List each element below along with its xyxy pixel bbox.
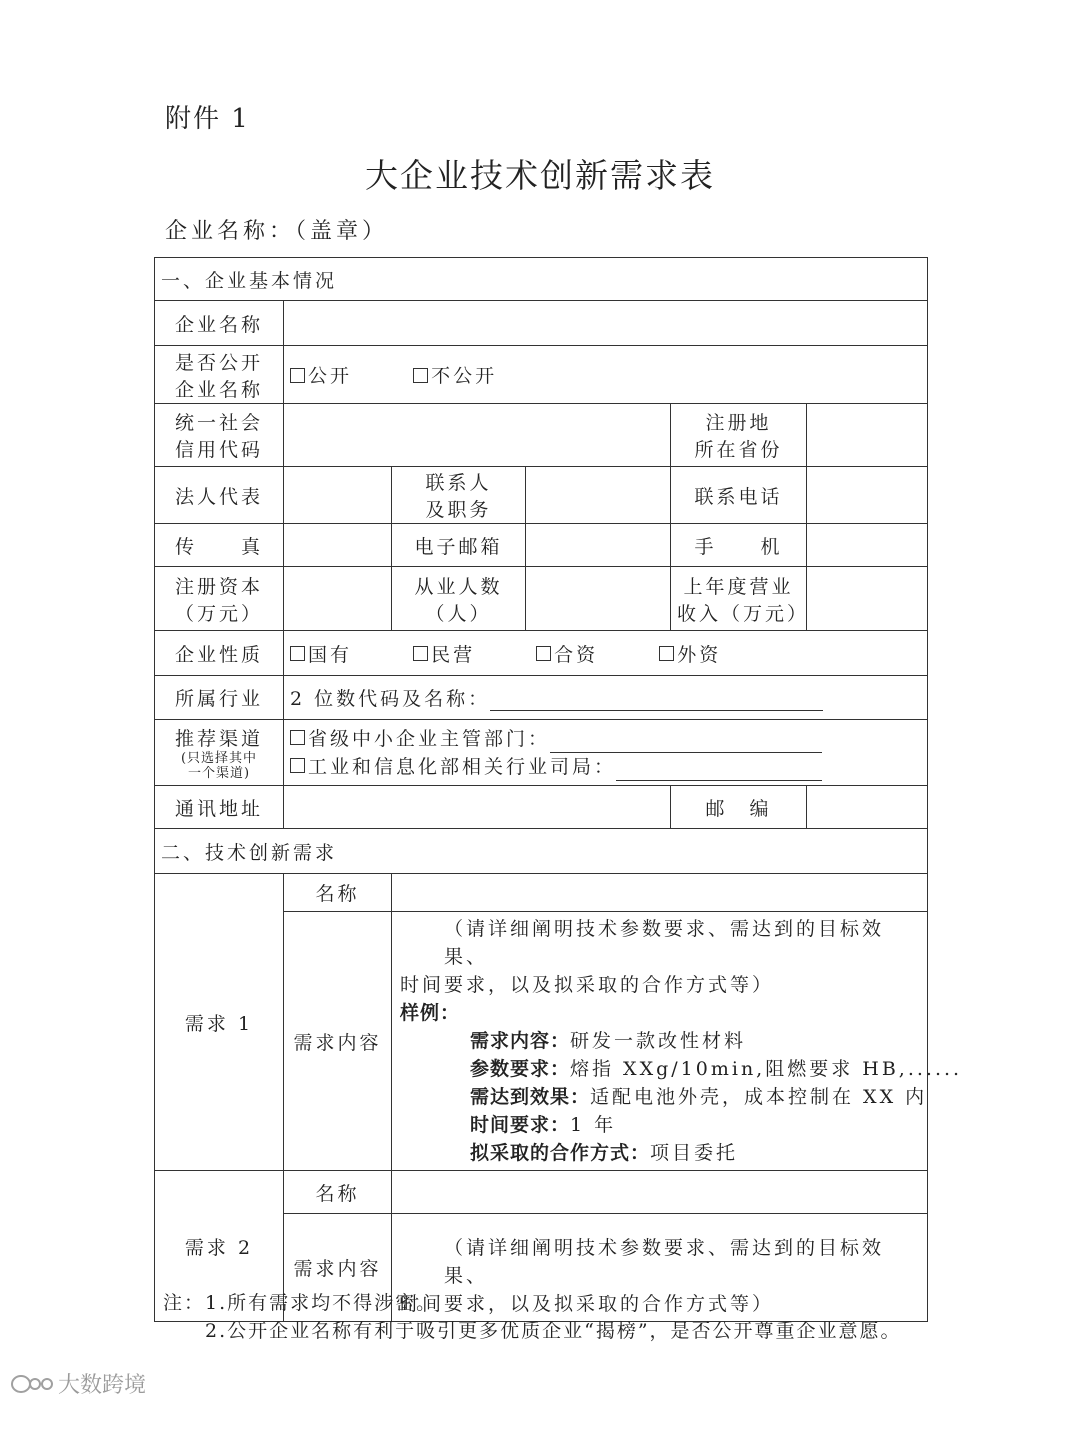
channel-label: 推荐渠道 (只选择其中 一个渠道) — [155, 720, 284, 786]
credit-code-label: 统一社会 信用代码 — [155, 404, 284, 467]
channel-option-provincial[interactable]: 省级中小企业主管部门： — [290, 725, 921, 753]
channel-underline-2[interactable] — [616, 758, 822, 781]
fax-field[interactable] — [284, 524, 392, 567]
mobile-field[interactable] — [807, 524, 928, 567]
watermark-text: 大数跨境 — [58, 1373, 147, 1398]
checkbox-icon[interactable] — [290, 368, 305, 383]
page-title: 大企业技术创新需求表 — [365, 156, 715, 195]
nature-options — [284, 631, 928, 676]
address-field[interactable] — [284, 786, 671, 829]
revenue-label: 上年度营业 收入（万元） — [671, 567, 807, 631]
option-foreign[interactable]: 外资 — [659, 640, 721, 667]
mobile-label: 手 机 — [671, 524, 807, 567]
section-basic-info: 一、企业基本情况 — [155, 258, 928, 301]
disclose-options — [284, 346, 928, 404]
demand-1-name-label: 名称 — [284, 874, 392, 912]
staff-label: 从业人数 （人） — [392, 567, 526, 631]
revenue-field[interactable] — [807, 567, 928, 631]
demand-1-content-label: 需求内容 — [284, 912, 392, 1171]
channel-option-ministry[interactable]: 工业和信息化部相关行业司局： — [290, 753, 921, 781]
checkbox-icon[interactable] — [290, 646, 305, 661]
email-field[interactable] — [526, 524, 671, 567]
demand-form-table — [154, 257, 963, 1322]
checkbox-icon[interactable] — [290, 758, 305, 773]
section-tech-demand: 二、技术创新需求 — [155, 829, 928, 874]
demand-2-name-label: 名称 — [284, 1171, 392, 1214]
email-label: 电子邮箱 — [392, 524, 526, 567]
province-field[interactable] — [807, 404, 928, 467]
company-seal-label: 企业名称：（盖章） — [165, 219, 389, 244]
note-1: 注：1.所有需求均不得涉密。 — [163, 1292, 438, 1314]
contact-person-label: 联系人 及职务 — [392, 467, 526, 524]
disclose-name-label: 是否公开 企业名称 — [155, 346, 284, 404]
legal-rep-label: 法人代表 — [155, 467, 284, 524]
option-joint-venture[interactable]: 合资 — [536, 640, 598, 667]
credit-code-field[interactable] — [284, 404, 671, 467]
demand-2-name-field[interactable] — [392, 1171, 928, 1214]
option-state-owned[interactable]: 国有 — [290, 640, 352, 667]
option-private[interactable]: 民营 — [413, 640, 475, 667]
demand-1-label: 需求 1 — [155, 874, 284, 1171]
example-label: 样例： — [400, 1002, 461, 1024]
checkbox-icon[interactable] — [536, 646, 551, 661]
company-name-label: 企业名称 — [155, 301, 284, 346]
address-label: 通讯地址 — [155, 786, 284, 829]
province-label: 注册地 所在省份 — [671, 404, 807, 467]
industry-label: 所属行业 — [155, 676, 284, 720]
postcode-label: 邮 编 — [671, 786, 807, 829]
channel-underline-1[interactable] — [550, 730, 822, 753]
capital-field[interactable] — [284, 567, 392, 631]
demand-2-label: 需求 2 — [155, 1171, 284, 1322]
checkbox-icon[interactable] — [290, 730, 305, 745]
phone-field[interactable] — [807, 467, 928, 524]
industry-field[interactable]: 2 位数代码及名称： — [284, 676, 928, 720]
contact-person-field[interactable] — [526, 467, 671, 524]
checkbox-icon[interactable] — [659, 646, 674, 661]
industry-underline[interactable] — [490, 688, 823, 711]
demand-2-content-label: 需求内容 — [284, 1214, 392, 1322]
watermark — [10, 1368, 146, 1399]
option-not-public[interactable]: 不公开 — [413, 361, 497, 388]
phone-label: 联系电话 — [671, 467, 807, 524]
checkbox-icon[interactable] — [413, 646, 428, 661]
channel-options — [284, 720, 928, 786]
staff-field[interactable] — [526, 567, 671, 631]
annex-label: 附件 1 — [165, 104, 250, 134]
demand-1-name-field[interactable] — [392, 874, 928, 912]
company-name-field[interactable] — [284, 301, 928, 346]
nature-label: 企业性质 — [155, 631, 284, 676]
demand-1-content-field[interactable]: （请详细阐明技术参数要求、需达到的目标效果、 时间要求，以及拟采取的合作方式等） 样例： 需求内容：研发一款改性材料 参数要求：熔指 XXg/10min,阻燃要求 HB,...... 需达到效果：适配电池外壳，成本控制在 XX 内 时间要求：1 年 拟采取的合作方式：项目委托 — [392, 912, 928, 1171]
legal-rep-field[interactable] — [284, 467, 392, 524]
watermark-logo-icon — [10, 1373, 54, 1395]
capital-label: 注册资本 （万元） — [155, 567, 284, 631]
option-public[interactable]: 公开 — [290, 361, 352, 388]
note-2: 2.公开企业名称有利于吸引更多优质企业“揭榜”，是否公开尊重企业意愿。 — [205, 1320, 902, 1342]
demand-2-content-field[interactable]: （请详细阐明技术参数要求、需达到的目标效果、 时间要求，以及拟采取的合作方式等） — [392, 1214, 928, 1322]
postcode-field[interactable] — [807, 786, 928, 829]
checkbox-icon[interactable] — [413, 368, 428, 383]
fax-label: 传 真 — [155, 524, 284, 567]
